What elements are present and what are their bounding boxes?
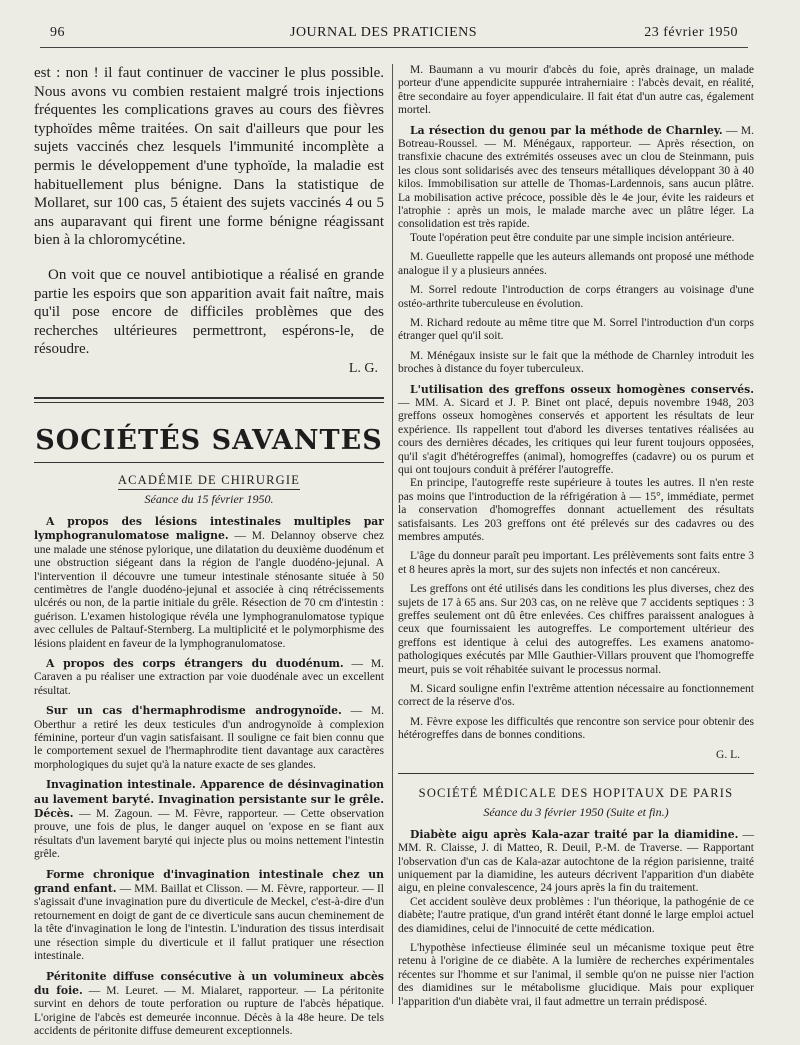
- header-rule: [40, 47, 748, 48]
- right-column: [398, 64, 754, 1015]
- academy-title-text: ACADÉMIE DE CHIRURGIE: [118, 473, 300, 490]
- intro-paragraph-2: On voit que ce nouvel antibiotique a réalisé en grande partie les espoirs que son apparition avait fait naître, mais qu'il pose encore de difficiles problèmes que des recherches ultérieures permettront, espérons-le, de résoudre.: [34, 266, 384, 358]
- article-invagination: [34, 778, 384, 861]
- charnley-paragraph: M. Sorrel redoute l'introduction de corps étrangers au voisinage d'une ostéo-arthrite tuberculeuse en évolution.: [398, 284, 754, 310]
- charnley-paragraph: M. Gueullette rappelle que les auteurs allemands ont proposé une méthode analogue il y a plusieurs années.: [398, 251, 754, 277]
- article-lead: Sur un cas d'hermaphrodisme androgynoïde.: [46, 704, 342, 718]
- greffons-paragraph: Les greffons ont été utilisés dans les conditions les plus diverses, chez des sujets de 17 à 65 ans. Sur 203 cas, on ne relève que 7 accidents septiques : 3 greffes seulement ont dû être enlevées. Ces chiffres paraissent analogues à ceux que fournissaient les autogreffes. Le comportement ultérieur des greffons est identique à celui des autogreffes. Les examens anatomo-pathologiques exécutés par Mlle Gauthier-Villars prouvent que l'homogreffe meurt, puis se voit réhabitée suivant le processus normal.: [398, 583, 754, 676]
- article-hermaphrodisme: [34, 704, 384, 772]
- article-body: — M. Botreau-Roussel. — M. Ménégaux, rapporteur. — Après résection, on transfixie chacune des extrémités osseuses avec un clou de Steinmann, puis les clous sont solidarisés avec des tenseurs métalliques développant 30 à 40 kilos. Immobilisation sur attelle de Thomas-Lardennois, sans aucun plâtre. La mobilisation active précoce, possible dès le 4e jour, évite les raideurs et l'atrophie : après un mois, le malade marche avec un plâtre léger. La consolidation est très rapide.: [398, 124, 754, 231]
- academy-title: [34, 473, 384, 488]
- academy-session: [34, 492, 384, 507]
- article-lead: Invagination intestinale. Apparence de désinvagination au lavement baryté. Invagination persistante sur le grêle. Décès.: [34, 778, 384, 821]
- charnley-paragraph: M. Richard redoute au même titre que M. Sorrel l'introduction d'un corps étranger quel qu'il soit.: [398, 316, 754, 343]
- greffons-signature: G. L.: [716, 748, 740, 761]
- left-column: [34, 64, 384, 1045]
- soc-med-title: SOCIÉTÉ MÉDICALE DES HOPITAUX DE PARIS: [418, 785, 734, 800]
- article-diabete: [398, 828, 754, 896]
- article-lead: A propos des corps étrangers du duodénum.: [46, 656, 344, 670]
- section-rule-right: [398, 773, 754, 774]
- article-body: — MM. R. Claisse, J. di Matteo, R. Deuil, P.-M. de Traverse. — Rapportant l'observation d'un cas de Kala-azar autochtone de la région parisienne, traité uniquement par la diamidine, les auteurs décrivent l'apparition d'un diabète aigu, en pleine convalescence, 24 jours après la fin du traitement.: [398, 828, 754, 895]
- article-lead: Diabète aigu après Kala-azar traité par la diamidine.: [410, 827, 739, 841]
- article-body: — M. Oberthur a retiré les deux testicules d'un androgynoïde à complexion féminine, porteur d'un vagin satisfaisant. Il souligne ce fait bien connu que le comportement sexuel de l'hermaphrodite tient davantage aux caractères morphologiques du sujet qu'à la nature exacte de ses glandes.: [34, 705, 384, 771]
- article-peritonite: [34, 970, 384, 1039]
- section-heading-rule: [34, 462, 384, 463]
- intro-paragraph-1: est : non ! il faut continuer de vacciner le plus possible. Nous avons vu combien restaient malgré trois injections fréquentes les complications graves au cours des fièvres typhoïdes même traitées. On sait d'ailleurs que pour les sujets vaccinés chez lesquels l'immunité incomplète a permis le développement d'une typhoïde, la maladie est habituellement plus bénigne. Dans la statistique de Mollaret, sur 100 cas, 5 étaient des sujets vaccinés 4 ou 5 ans auparavant qui firent une forme bénigne réagissant bien à la chloromycétine.: [34, 65, 384, 249]
- article-lead: A propos des lésions intestinales multiples par lymphogranulomatose maligne.: [34, 514, 384, 543]
- greffons-paragraph: M. Fèvre expose les difficultés que rencontre son service pour obtenir des hétérogreffes dans de bonnes conditions.: [398, 715, 754, 742]
- charnley-paragraph: Toute l'opération peut être conduite par une simple incision antérieure.: [410, 231, 735, 244]
- article-lead: Péritonite diffuse consécutive à un volumineux abcès du foie.: [34, 969, 384, 997]
- column-divider: [392, 64, 393, 1004]
- article-body: — M. Zagoun. — M. Fèvre, rapporteur. — Cette observation prouve, une fois de plus, le danger auquel on 'expose en se fiant aux résultats d'un lavement baryté qui injecte plus ou moins nettement l'intestin grêle.: [34, 808, 384, 861]
- running-header: [40, 22, 748, 48]
- journal-title: JOURNAL DES PRATICIENS: [290, 25, 478, 40]
- charnley-paragraph: M. Ménégaux insiste sur le fait que la méthode de Charnley introduit les broches à distance du foyer tuberculeux.: [398, 349, 754, 376]
- diabete-paragraph: L'hypothèse infectieuse éliminée seul un mécanisme toxique peut être retenu à l'origine de ce diabète. A la lumière de recherches expérimentales récentes sur l'homme et sur l'animal, il semble qu'on ne puisse nier l'action des diamidines sur le métabolisme glucidique. Mais pour expliquer l'apparition d'un diabète vrai, il faut admettre un terrain prédisposé.: [398, 941, 754, 1008]
- article-charnley: [398, 124, 754, 232]
- baumann-paragraph: M. Baumann a vu mourir d'abcès du foie, après drainage, un malade porteur d'une appendicite suppurée intraherniaire : l'abcès devait, en réalité, être secondaire au foyer appendiculaire. Il fait état d'un autre cas, également mortel.: [398, 64, 754, 117]
- greffons-paragraph: L'âge du donneur paraît peu important. Les prélèvements sont faits entre 3 et 8 heures après la mort, sur des sujets non infectés et non cancéreux.: [398, 550, 754, 576]
- greffons-paragraph: En principe, l'autogreffe reste supérieure à toutes les autres. Il n'en reste pas moins que l'introduction de la réfrigération à — 15°, immédiate, permet la conservation d'homogreffes donnant actuellement des résultats satisfaisants. Les 203 greffons ont été prélevés sur des cadavres ou des membres amputés.: [398, 477, 754, 543]
- article-body: — MM. A. Sicard et J. P. Binet ont placé, depuis novembre 1948, 203 greffons osseux homogènes conservés et apportent les résultats de leur expérience. Ils rappellent tout d'abord les diverses tentatives réalisées au cours des dernières décades, les critiques qui leur furent toujours opposées, qu'il s'agit d'hétérogreffes (animal), homogreffes (cadavre) ou os purum et qui ont toujours conduit à préférer l'autogreffe.: [398, 396, 754, 476]
- article-lymphogranulomatose: [34, 515, 384, 651]
- greffons-paragraph: M. Sicard souligne enfin l'extrême attention nécessaire au fonctionnement correct de la réserve d'os.: [398, 683, 754, 709]
- article-body: — M. Delannoy observe chez une malade une sténose pylorique, une dilatation du deuxième duodénum et une obstruction siégeant dans la région de l'angle duodéno-jejunal. A l'intervention il découvre une tumeur intestinale sténosante située à 50 centimètres de l'angle duodéno-jejunal et associée à cinq rétrécissements ulcérés ou non, de la partie initiale du grêle. Résection de 70 cm d'intestin : guérison. L'examen histologique révéla une lymphogranulomatose typique avec cellules de Paltauf-Sternberg. La multiplicité et le polymorphisme des lésions plaident en faveur de la lymphogranulomatose.: [34, 530, 384, 650]
- article-body: — M. Caraven a pu réaliser une extraction par voie duodénale avec un excellent résultat.: [34, 657, 384, 697]
- issue-date: 23 février 1950: [644, 25, 738, 40]
- article-body: — M. Leuret. — M. Mialaret, rapporteur. — La péritonite survint en dehors de toute perforation ou rupture de l'abcès hépatique. L'origine de l'abcès est demeurée inconnue. Décès à la 48e heure. De tels accidents de péritonite diffuse demeurent exceptionnels.: [34, 984, 384, 1038]
- soc-med-session: [398, 805, 754, 820]
- article-lead: L'utilisation des greffons osseux homogènes conservés.: [410, 382, 754, 396]
- article-greffons: [398, 383, 754, 478]
- article-forme-chronique: [34, 868, 384, 964]
- article-corps-etrangers: [34, 657, 384, 698]
- soc-med-session-text: Séance du 3 février 1950 (Suite et fin.): [483, 804, 669, 819]
- article-lead: Forme chronique d'invagination intestinale chez un grand enfant.: [34, 867, 384, 896]
- article-body: — MM. Baillat et Clisson. — M. Fèvre, rapporteur. — Il s'agissait d'une invagination pure du diverticule de Meckel, c'est-à-dire d'un retournement en doigt de gant de ce diverticule sans aucun cheminement de la tête d'invagination le long de l'intestin. L'induration des tissus interdisait une résection simple du diverticule et il fallut pratiquer une résection intestinale.: [34, 883, 384, 963]
- intro-signature: L. G.: [348, 360, 378, 376]
- diabete-paragraph: Cet accident soulève deux problèmes : l'un théorique, la pathogénie de ce diabète; l'autre pratique, d'un grand intérêt étant donné le large emploi actuel des diamidines, celui de l'innocuité de cette médication.: [398, 895, 754, 935]
- academy-session-text: Séance du 15 février 1950.: [144, 491, 274, 506]
- article-lead: La résection du genou par la méthode de Charnley.: [410, 123, 723, 137]
- page-number: 96: [50, 25, 65, 40]
- section-heading: SOCIÉTÉS SAVANTES: [35, 424, 383, 456]
- section-rule: [34, 397, 384, 403]
